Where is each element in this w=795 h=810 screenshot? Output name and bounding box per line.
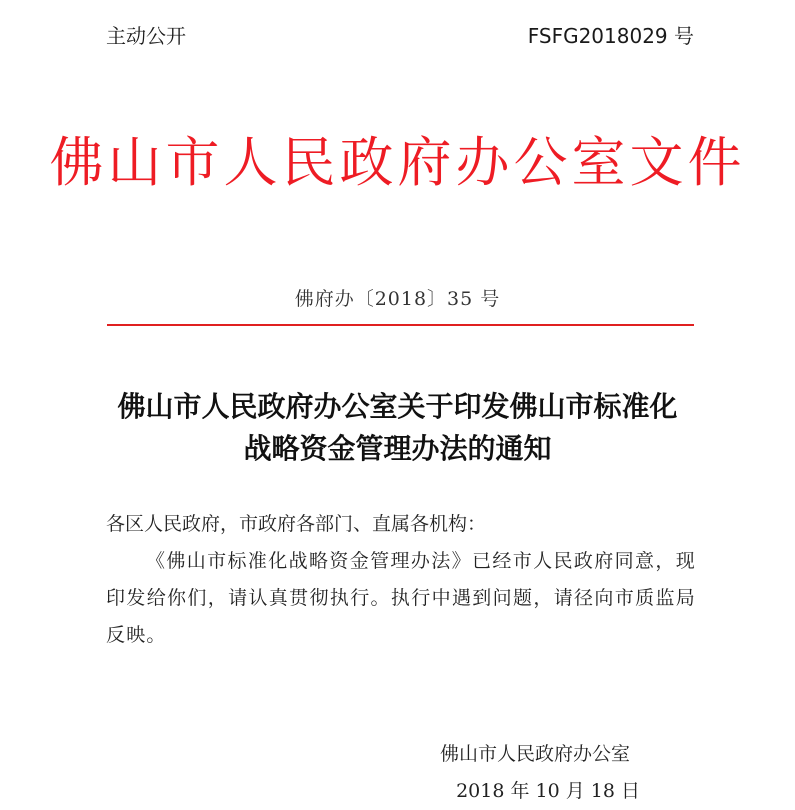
body-paragraph: 《佛山市标准化战略资金管理办法》已经市人民政府同意，现印发给你们，请认真贯彻执行。执行中遇到问题，请径向市质监局反映。 bbox=[106, 550, 696, 646]
notice-title-line-2: 战略资金管理办法的通知 bbox=[243, 432, 552, 465]
red-divider-line bbox=[107, 324, 694, 326]
signature-organization: 佛山市人民政府办公室 bbox=[439, 743, 630, 765]
signature-block bbox=[439, 736, 640, 810]
notice-title-line-1: 佛山市人民政府办公室关于印发佛山市标准化 bbox=[117, 390, 678, 423]
publicity-label: 主动公开 bbox=[106, 24, 186, 48]
notice-body bbox=[106, 506, 696, 654]
issuer-red-heading: 佛山市人民政府办公室文件 bbox=[49, 131, 746, 194]
notice-title bbox=[0, 386, 795, 470]
document-number: 佛府办〔2018〕35 号 bbox=[294, 288, 501, 310]
signature-date: 2018 年 10 月 18 日 bbox=[456, 780, 640, 802]
file-code: FSFG2018029 号 bbox=[527, 24, 694, 48]
salutation: 各区人民政府，市政府各部门、直属各机构： bbox=[106, 513, 487, 535]
